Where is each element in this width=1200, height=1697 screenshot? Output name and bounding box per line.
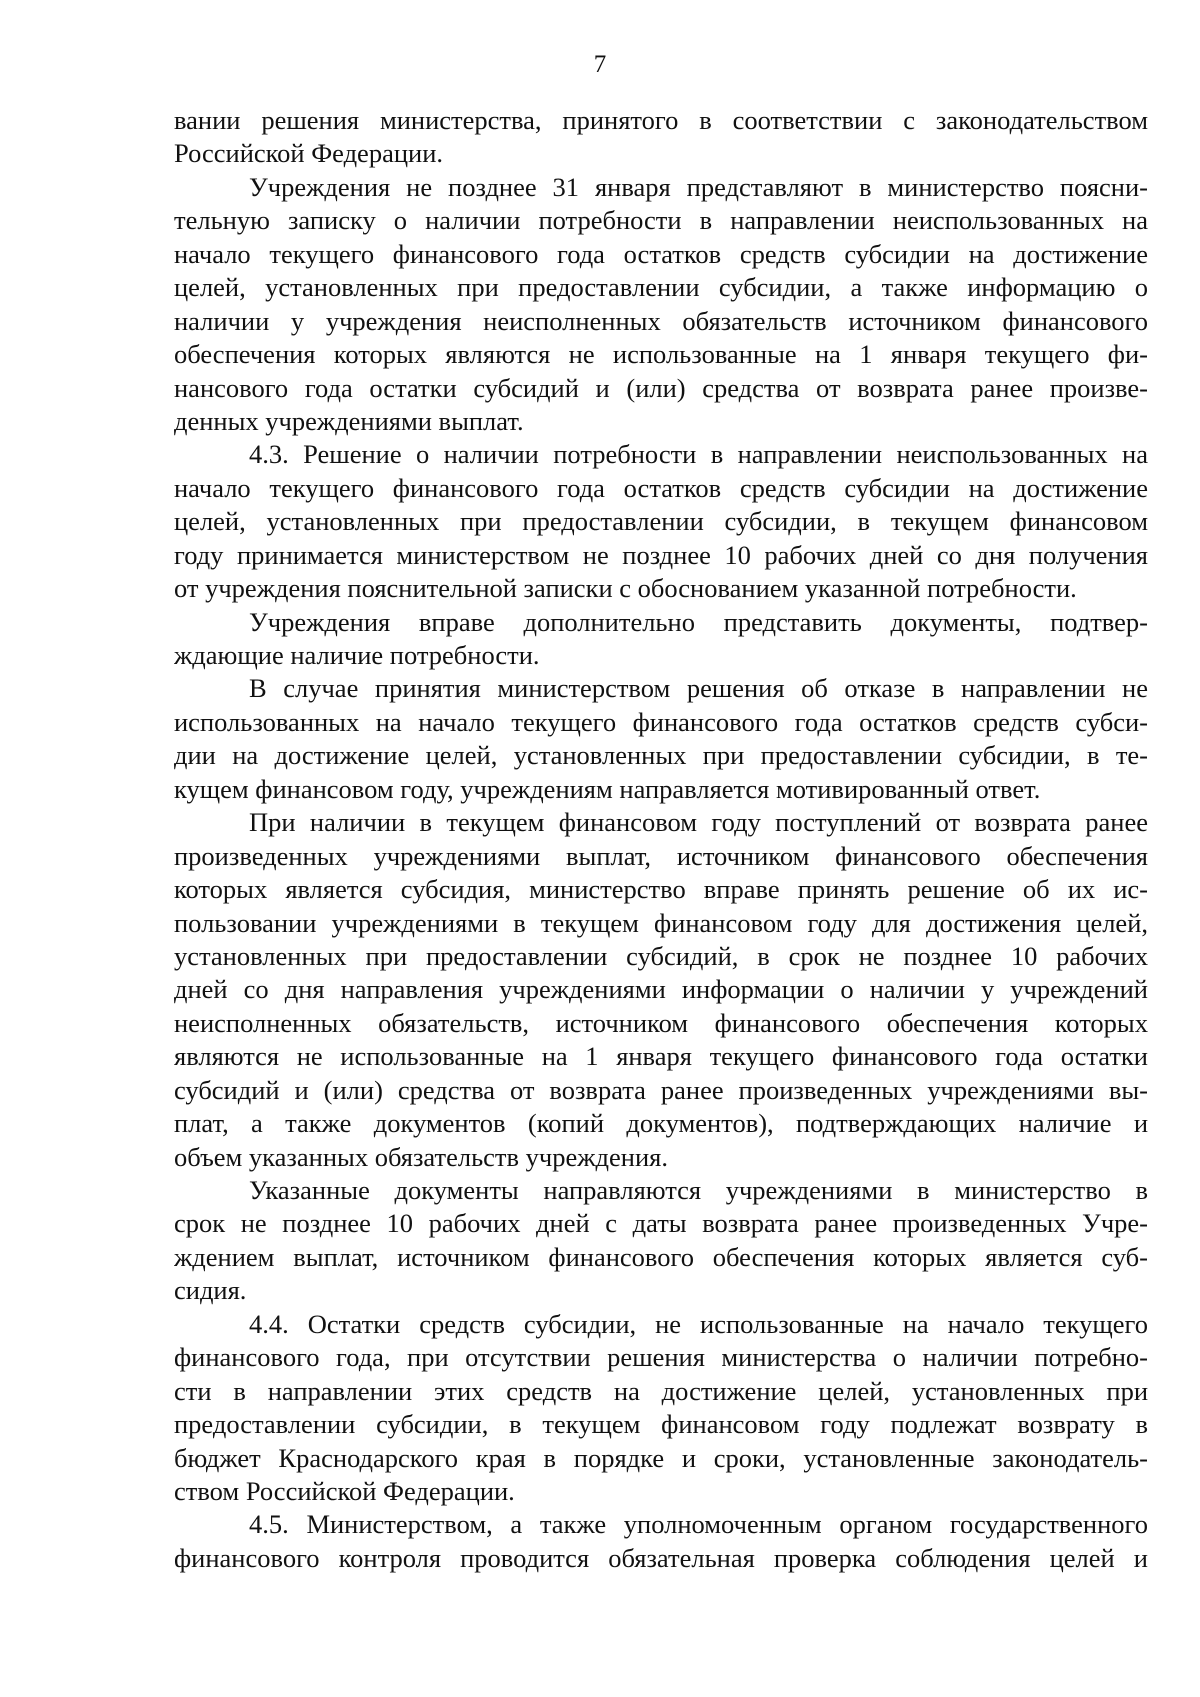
document-body-text: [174, 104, 1148, 1575]
text-line: дии на достижение целей, установленных при предоставлении субсидии, в те-: [174, 740, 1148, 771]
text-line: ством Российской Федерации.: [174, 1475, 515, 1506]
text-line: финансового года, при отсутствии решения министерства о наличии потребно-: [174, 1342, 1148, 1373]
text-line: ждением выплат, источником финансового обеспечения которых является суб-: [174, 1241, 1148, 1272]
text-line: сти в направлении этих средств на достижение целей, установленных при: [174, 1375, 1148, 1406]
text-line: ждающие наличие потребности.: [174, 640, 540, 670]
text-line: Российской Федерации.: [174, 138, 443, 169]
text-line: В случае принятия министерством решения об отказе в направлении не: [249, 673, 1148, 704]
text-line: 4.4. Остатки средств субсидии, не использованные на начало текущего: [249, 1308, 1148, 1339]
text-line: целей, установленных при предоставлении субсидии, в текущем финансовом: [174, 506, 1148, 537]
text-line: тельную записку о наличии потребности в направлении неиспользованных на: [174, 205, 1148, 236]
page-number: 7: [593, 51, 607, 78]
text-line: неисполненных обязательств, источником финансового обеспечения которых: [174, 1007, 1148, 1038]
text-line: вании решения министерства, принятого в соответствии с законодательством: [174, 105, 1148, 135]
text-line: установленных при предоставлении субсидий, в срок не позднее 10 рабочих: [174, 940, 1148, 971]
text-line: плат, а также документов (копий документов), подтверждающих наличие и: [174, 1108, 1148, 1139]
text-line: Указанные документы направляются учреждениями в министерство в: [249, 1175, 1148, 1205]
text-line: дней со дня направления учреждениями информации о наличии у учреждений: [174, 974, 1148, 1005]
text-line: денных учреждениями выплат.: [174, 405, 524, 436]
text-line: от учреждения пояснительной записки с обоснованием указанной потребности.: [174, 573, 1077, 604]
text-line: 4.3. Решение о наличии потребности в направлении неиспользованных на: [249, 439, 1148, 470]
text-line: году принимается министерством не позднее 10 рабочих дней со дня получения: [174, 539, 1148, 570]
text-line: нансового года остатки субсидий и (или) средства от возврата ранее произве-: [174, 372, 1148, 403]
text-line: предоставлении субсидии, в текущем финансовом году подлежат возврату в: [174, 1409, 1148, 1440]
text-line: целей, установленных при предоставлении субсидии, а также информацию о: [174, 272, 1148, 303]
text-line: использованных на начало текущего финансового года остатков средств субси-: [174, 706, 1148, 737]
text-line: субсидий и (или) средства от возврата ранее произведенных учреждениями вы-: [174, 1074, 1148, 1105]
text-line: обеспечения которых являются не использованные на 1 января текущего фи-: [174, 339, 1148, 370]
text-line: являются не использованные на 1 января текущего финансового года остатки: [174, 1041, 1148, 1072]
text-line: 4.5. Министерством, а также уполномоченным органом государственного: [249, 1509, 1148, 1540]
text-line: срок не позднее 10 рабочих дней с даты возврата ранее произведенных Учре-: [174, 1208, 1148, 1239]
text-line: объем указанных обязательств учреждения.: [174, 1141, 668, 1172]
text-line: бюджет Краснодарского края в порядке и сроки, установленные законодатель-: [174, 1442, 1148, 1473]
text-line: Учреждения вправе дополнительно представить документы, подтвер-: [249, 606, 1148, 637]
text-line: финансового контроля проводится обязательная проверка соблюдения целей и: [174, 1542, 1148, 1573]
text-line: произведенных учреждениями выплат, источником финансового обеспечения: [174, 840, 1148, 871]
text-line: Учреждения не позднее 31 января представляют в министерство поясни-: [249, 171, 1148, 202]
text-line: которых является субсидия, министерство вправе принять решение об их ис-: [174, 874, 1148, 905]
text-line: наличии у учреждения неисполненных обязательств источником финансового: [174, 305, 1148, 336]
text-line: сидия.: [174, 1275, 247, 1306]
text-line: кущем финансовом году, учреждениям направляется мотивированный ответ.: [174, 773, 1041, 804]
text-line: начало текущего финансового года остатков средств субсидии на достижение: [174, 472, 1148, 503]
text-line: начало текущего финансового года остатков средств субсидии на достижение: [174, 238, 1148, 269]
text-line: При наличии в текущем финансовом году поступлений от возврата ранее: [249, 807, 1148, 838]
text-line: пользовании учреждениями в текущем финансовом году для достижения целей,: [174, 907, 1148, 938]
